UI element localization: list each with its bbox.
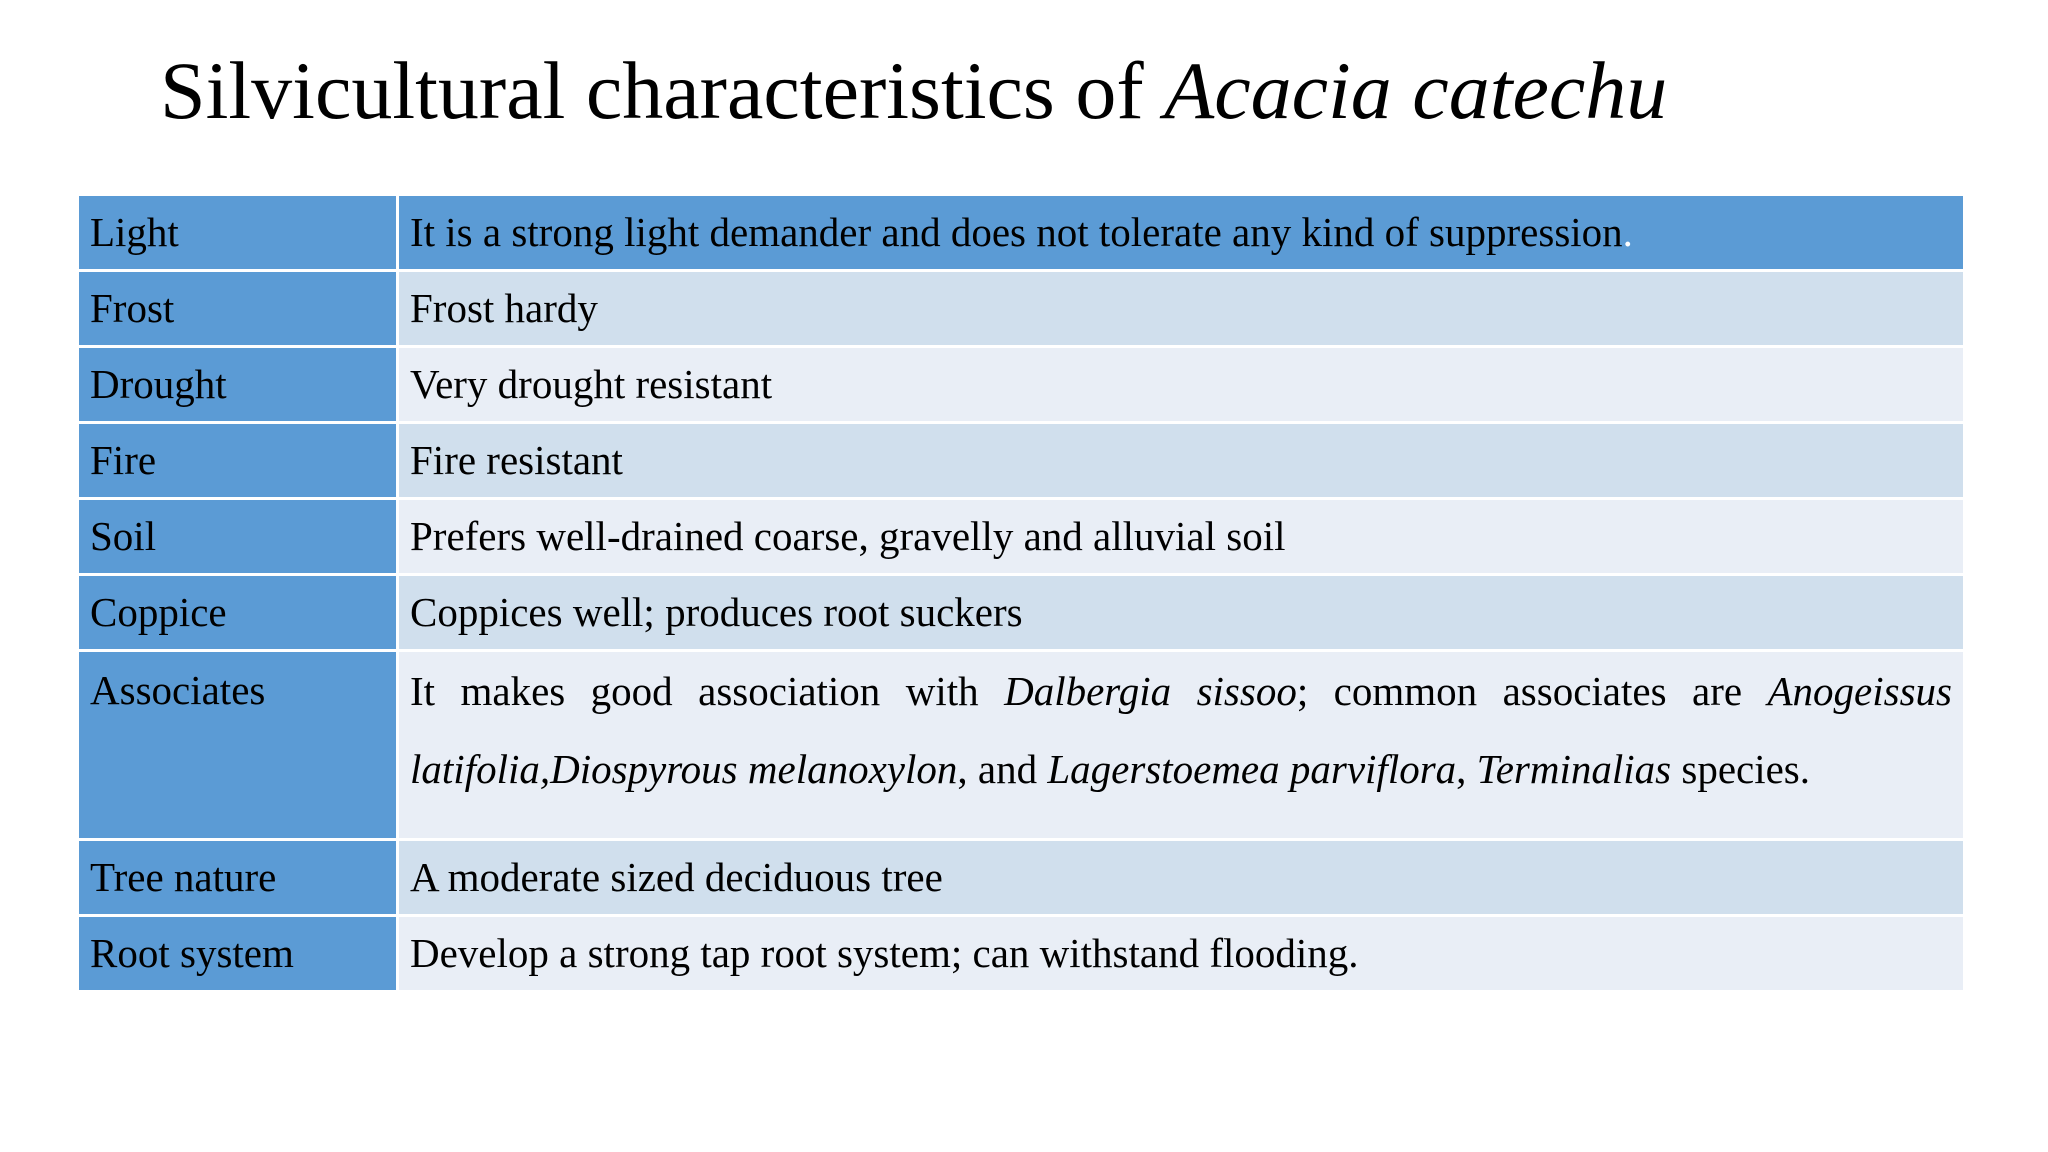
row-label: Light: [78, 195, 398, 271]
row-value-text: It is a strong light demander and does not tolerate any kind of suppression: [410, 208, 1623, 255]
row-label: Tree nature: [78, 840, 398, 916]
associates-species-dalbergia: Dalbergia sissoo: [1004, 668, 1297, 714]
row-value: Coppices well; produces root suckers: [398, 575, 1965, 651]
associates-text-4: ,: [1456, 746, 1477, 792]
table-row-tree-nature: [78, 840, 1965, 916]
slide-title: [160, 44, 1667, 138]
row-label: Coppice: [78, 575, 398, 651]
row-value: [398, 195, 1965, 271]
title-plain: Silvicultural characteristics of: [160, 45, 1165, 136]
associates-text-2: ; common associates are: [1296, 668, 1768, 714]
characteristics-table: [76, 193, 1966, 993]
table-row-light: [78, 195, 1965, 271]
row-label: Associates: [78, 651, 398, 840]
row-value: A moderate sized deciduous tree: [398, 840, 1965, 916]
row-value: Very drought resistant: [398, 347, 1965, 423]
table-row-drought: [78, 347, 1965, 423]
row-label: Drought: [78, 347, 398, 423]
row-value: Prefers well-drained coarse, gravelly and alluvial soil: [398, 499, 1965, 575]
associates-text-3: , and: [957, 746, 1048, 792]
table-row-associates: [78, 651, 1965, 840]
row-value: Develop a strong tap root system; can withstand flooding.: [398, 916, 1965, 992]
title-species-name: Acacia catechu: [1164, 45, 1668, 136]
row-label: Frost: [78, 271, 398, 347]
row-value: Fire resistant: [398, 423, 1965, 499]
row-label: Soil: [78, 499, 398, 575]
associates-species-anogeissus: Anogeissus latifolia,Diospyrous melanoxylon: [410, 668, 1952, 792]
row-value: Frost hardy: [398, 271, 1965, 347]
associates-text-1: It makes good association with: [410, 668, 1005, 714]
table-row-soil: [78, 499, 1965, 575]
row-label: Fire: [78, 423, 398, 499]
table-row-fire: [78, 423, 1965, 499]
row-label: Root system: [78, 916, 398, 992]
associates-species-lagerstoemea: Lagerstoemea parviflora: [1047, 746, 1457, 792]
table-row-frost: [78, 271, 1965, 347]
associates-text-5: species.: [1671, 746, 1811, 792]
table-row-root-system: [78, 916, 1965, 992]
row-value-period: .: [1622, 208, 1633, 255]
row-value: [398, 651, 1965, 840]
associates-species-terminalias: Terminalias: [1476, 746, 1672, 792]
table-row-coppice: [78, 575, 1965, 651]
